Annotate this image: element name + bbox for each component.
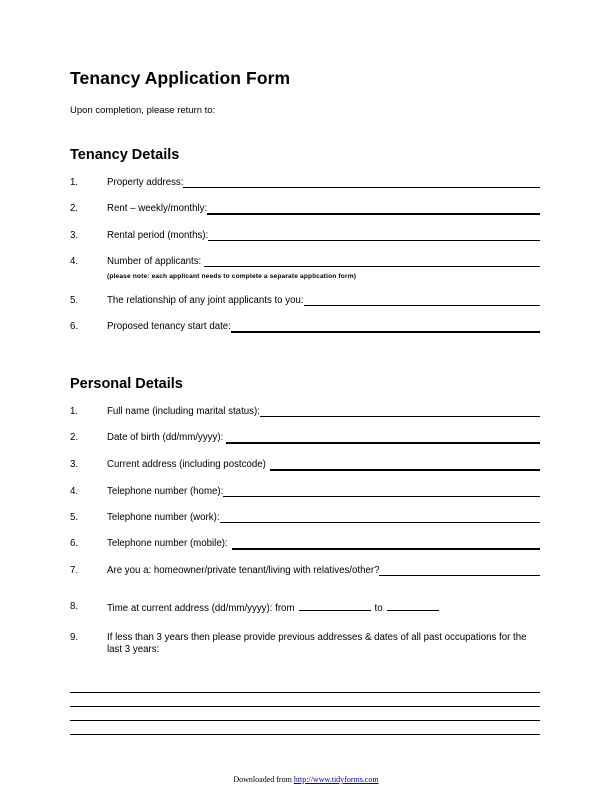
item-number: 7. (70, 565, 79, 576)
blank-write-in-line[interactable] (70, 679, 540, 693)
write-in-line[interactable] (231, 321, 540, 333)
field-label: Are you a: homeowner/private tenant/living with relatives/other? (107, 565, 380, 576)
field-label: Property address: (107, 177, 184, 188)
field-label: Date of birth (dd/mm/yyyy): (107, 432, 226, 443)
blank-write-in-line[interactable] (70, 707, 540, 721)
item-number: 4. (70, 256, 79, 267)
form-field-rent (70, 203, 540, 216)
write-in-line[interactable] (270, 459, 540, 471)
item-number: 2. (70, 432, 79, 443)
write-in-line[interactable] (304, 295, 540, 306)
item-number: 4. (70, 486, 79, 497)
write-in-line[interactable] (223, 486, 540, 497)
document-content (70, 68, 540, 735)
form-field-rental-period (70, 230, 540, 242)
section-heading-tenancy: Tenancy Details (70, 147, 180, 163)
form-field-telephone-home (70, 486, 540, 498)
write-in-line[interactable] (232, 538, 540, 550)
to-date-blank[interactable] (387, 601, 439, 611)
item-number: 3. (70, 459, 79, 470)
write-in-line[interactable] (220, 512, 540, 523)
form-field-property-address (70, 177, 540, 189)
field-label: Current address (including postcode) (107, 459, 266, 470)
field-label: Time at current address (dd/mm/yyyy): from (107, 603, 295, 614)
blank-write-in-line[interactable] (70, 721, 540, 735)
footer-prefix: Downloaded from (233, 775, 294, 784)
field-label: If less than 3 years then please provide previous addresses & dates of all past occupations for the last 3 years: (107, 632, 527, 655)
form-field-joint-applicants-relationship (70, 295, 540, 307)
previous-addresses-blank-lines (70, 679, 540, 735)
item-number: 1. (70, 406, 79, 417)
form-field-telephone-mobile (70, 538, 540, 551)
item-number: 5. (70, 295, 79, 306)
form-field-tenancy-start-date (70, 321, 540, 334)
field-label-to: to (374, 603, 383, 614)
intro-text: Upon completion, please return to: (70, 105, 216, 116)
item-number: 2. (70, 203, 79, 214)
form-field-telephone-work (70, 512, 540, 524)
item-number: 6. (70, 538, 79, 549)
field-label: Telephone number (work): (107, 512, 220, 523)
item-number: 9. (70, 632, 79, 643)
blank-write-in-line[interactable] (70, 693, 540, 707)
item-number: 8. (70, 601, 79, 612)
item-number: 1. (70, 177, 79, 188)
footer-source-link[interactable]: http://www.tidyforms.com (293, 775, 379, 784)
form-field-time-at-current-address (70, 601, 540, 615)
form-field-date-of-birth (70, 432, 540, 445)
section-heading-personal: Personal Details (70, 376, 183, 392)
field-label: Telephone number (mobile): (107, 538, 228, 549)
field-label: Rental period (months): (107, 230, 209, 241)
write-in-line[interactable] (208, 230, 540, 241)
form-field-number-of-applicants (70, 256, 540, 268)
write-in-line[interactable] (226, 432, 540, 444)
form-field-current-address (70, 459, 540, 472)
item-number: 3. (70, 230, 79, 241)
write-in-line[interactable] (207, 203, 540, 215)
field-label: Full name (including marital status): (107, 406, 260, 417)
item-number: 6. (70, 321, 79, 332)
form-field-previous-addresses-instruction (70, 632, 540, 656)
personal-items-list (70, 406, 540, 735)
applicants-note: (please note: each applicant needs to complete a separate application form) (107, 273, 357, 280)
form-field-residence-status (70, 565, 540, 577)
field-label: Proposed tenancy start date: (107, 321, 231, 332)
page-title: Tenancy Application Form (70, 68, 291, 88)
field-label: Number of applicants: (107, 256, 204, 267)
field-label: Rent – weekly/monthly: (107, 203, 208, 214)
tenancy-items-list (70, 177, 540, 334)
write-in-line[interactable] (260, 406, 540, 417)
write-in-line[interactable] (204, 256, 540, 267)
field-label: Telephone number (home): (107, 486, 224, 497)
item-number: 5. (70, 512, 79, 523)
form-field-full-name (70, 406, 540, 418)
write-in-line[interactable] (379, 565, 540, 576)
from-date-blank[interactable] (299, 601, 371, 611)
write-in-line[interactable] (183, 177, 540, 188)
footer (0, 775, 612, 785)
field-label: The relationship of any joint applicants to you: (107, 295, 304, 306)
